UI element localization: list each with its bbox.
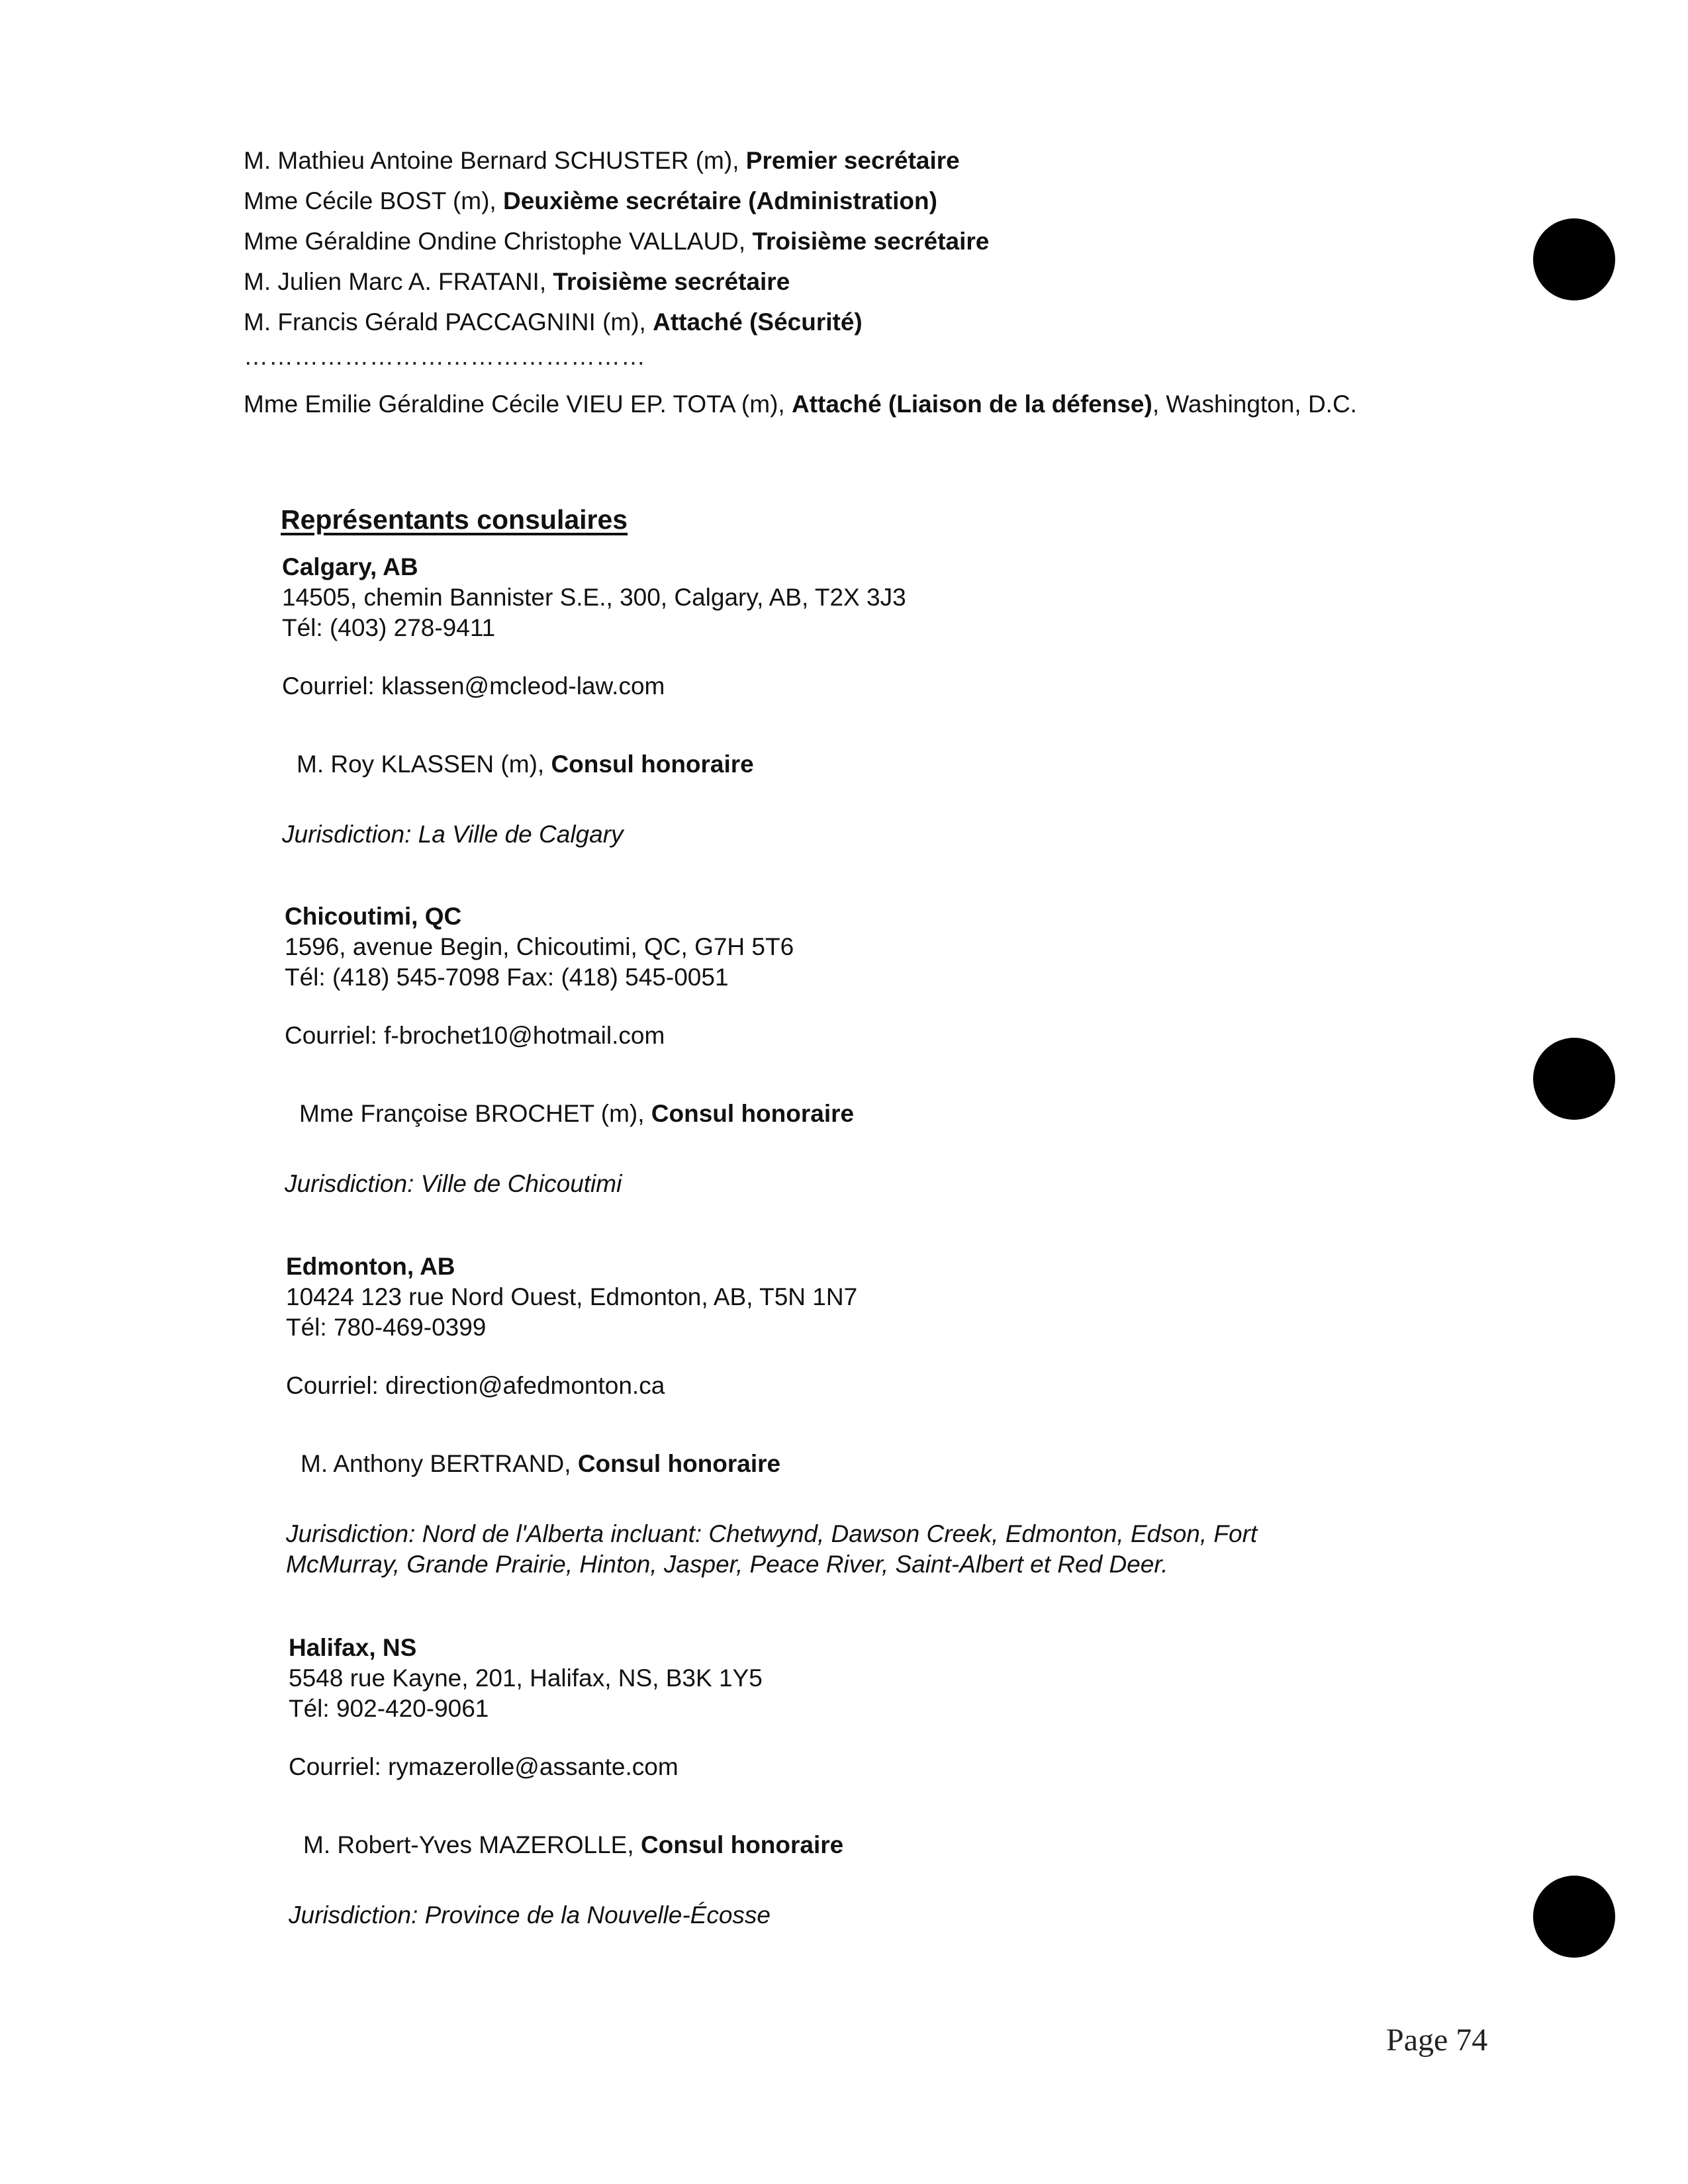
staff-title: Deuxième secrétaire (Administration) [502, 187, 937, 214]
staff-title: Troisième secrétaire [553, 268, 790, 295]
consulate-jurisdiction: Jurisdiction: Nord de l'Alberta incluant: Chetwynd, Dawson Creek, Edmonton, Edson, Fort McMurray, Grande Prairie, Hinton, Jasper, Peace River, Saint-Albert et Red Deer. [286, 1520, 1258, 1578]
consulate-email: Courriel: rymazerolle@assante.com [289, 1753, 679, 1780]
attache-entry [244, 387, 1395, 422]
consulate-halifax [289, 1633, 1361, 1931]
consulate-jurisdiction: Jurisdiction: La Ville de Calgary [282, 821, 624, 848]
consulate-phone: Tél: (403) 278-9411 [282, 614, 496, 641]
staff-entry [244, 221, 1402, 261]
consul-title: Consul honoraire [577, 1450, 781, 1477]
staff-entry [244, 181, 1402, 221]
punch-hole [1533, 218, 1615, 300]
consul-title: Consul honoraire [551, 751, 754, 778]
consulate-address: 10424 123 rue Nord Ouest, Edmonton, AB, T5N 1N7 [286, 1283, 858, 1310]
consulate-phone: Tél: (418) 545-7098 Fax: (418) 545-0051 [285, 964, 729, 991]
consulate-jurisdiction: Jurisdiction: Province de la Nouvelle-Écosse [289, 1901, 771, 1929]
staff-entry [244, 302, 1402, 342]
attache-name: Mme Emilie Géraldine Cécile VIEU EP. TOTA (m), [244, 390, 792, 418]
consul-name: M. Roy KLASSEN (m), [297, 751, 551, 778]
consulate-address: 14505, chemin Bannister S.E., 300, Calgary, AB, T2X 3J3 [282, 584, 906, 611]
consulate-email: Courriel: direction@afedmonton.ca [286, 1372, 665, 1399]
consulate-city: Edmonton, AB [286, 1253, 455, 1280]
consul-title: Consul honoraire [651, 1100, 855, 1127]
staff-name: M. Mathieu Antoine Bernard SCHUSTER (m), [244, 147, 746, 174]
consul-entry [303, 1830, 1361, 1860]
consul-entry [301, 1449, 1358, 1479]
consulate-calgary [282, 552, 1354, 850]
staff-name: M. Francis Gérald PACCAGNINI (m), [244, 308, 653, 336]
consulate-chicoutimi [285, 901, 1357, 1199]
page-number: Page 74 [1386, 2023, 1488, 2058]
punch-hole [1533, 1876, 1615, 1958]
consul-name: Mme Françoise BROCHET (m), [299, 1100, 651, 1127]
consul-name: M. Robert-Yves MAZEROLLE, [303, 1831, 641, 1858]
consulate-city: Chicoutimi, QC [285, 903, 462, 930]
consulate-city: Calgary, AB [282, 553, 418, 580]
staff-entry [244, 140, 1402, 181]
staff-name: Mme Cécile BOST (m), [244, 187, 503, 214]
consul-name: M. Anthony BERTRAND, [301, 1450, 578, 1477]
consulate-email: Courriel: klassen@mcleod-law.com [282, 672, 665, 700]
consulate-address: 5548 rue Kayne, 201, Halifax, NS, B3K 1Y5 [289, 1664, 763, 1692]
staff-title: Premier secrétaire [745, 147, 960, 174]
consulate-phone: Tél: 780-469-0399 [286, 1314, 487, 1341]
dotted-separator: ………………………………………… [244, 343, 646, 370]
punch-hole [1533, 1038, 1615, 1120]
attache-location: , Washington, D.C. [1152, 390, 1357, 418]
consul-entry [297, 749, 1354, 780]
consulate-phone: Tél: 902-420-9061 [289, 1695, 489, 1722]
staff-title: Troisième secrétaire [752, 228, 990, 255]
attache-title: Attaché (Liaison de la défense) [791, 390, 1152, 418]
embassy-staff-list [244, 140, 1402, 342]
consul-title: Consul honoraire [640, 1831, 844, 1858]
consulate-email: Courriel: f-brochet10@hotmail.com [285, 1022, 665, 1049]
consulate-edmonton [286, 1251, 1358, 1580]
staff-title: Attaché (Sécurité) [653, 308, 863, 336]
staff-name: M. Julien Marc A. FRATANI, [244, 268, 553, 295]
consulate-city: Halifax, NS [289, 1634, 417, 1661]
staff-name: Mme Géraldine Ondine Christophe VALLAUD, [244, 228, 753, 255]
consul-entry [299, 1099, 1357, 1129]
section-title: Représentants consulaires [281, 504, 628, 535]
staff-entry [244, 261, 1402, 302]
consulate-address: 1596, avenue Begin, Chicoutimi, QC, G7H 5T6 [285, 933, 794, 960]
consulate-jurisdiction: Jurisdiction: Ville de Chicoutimi [285, 1170, 622, 1197]
